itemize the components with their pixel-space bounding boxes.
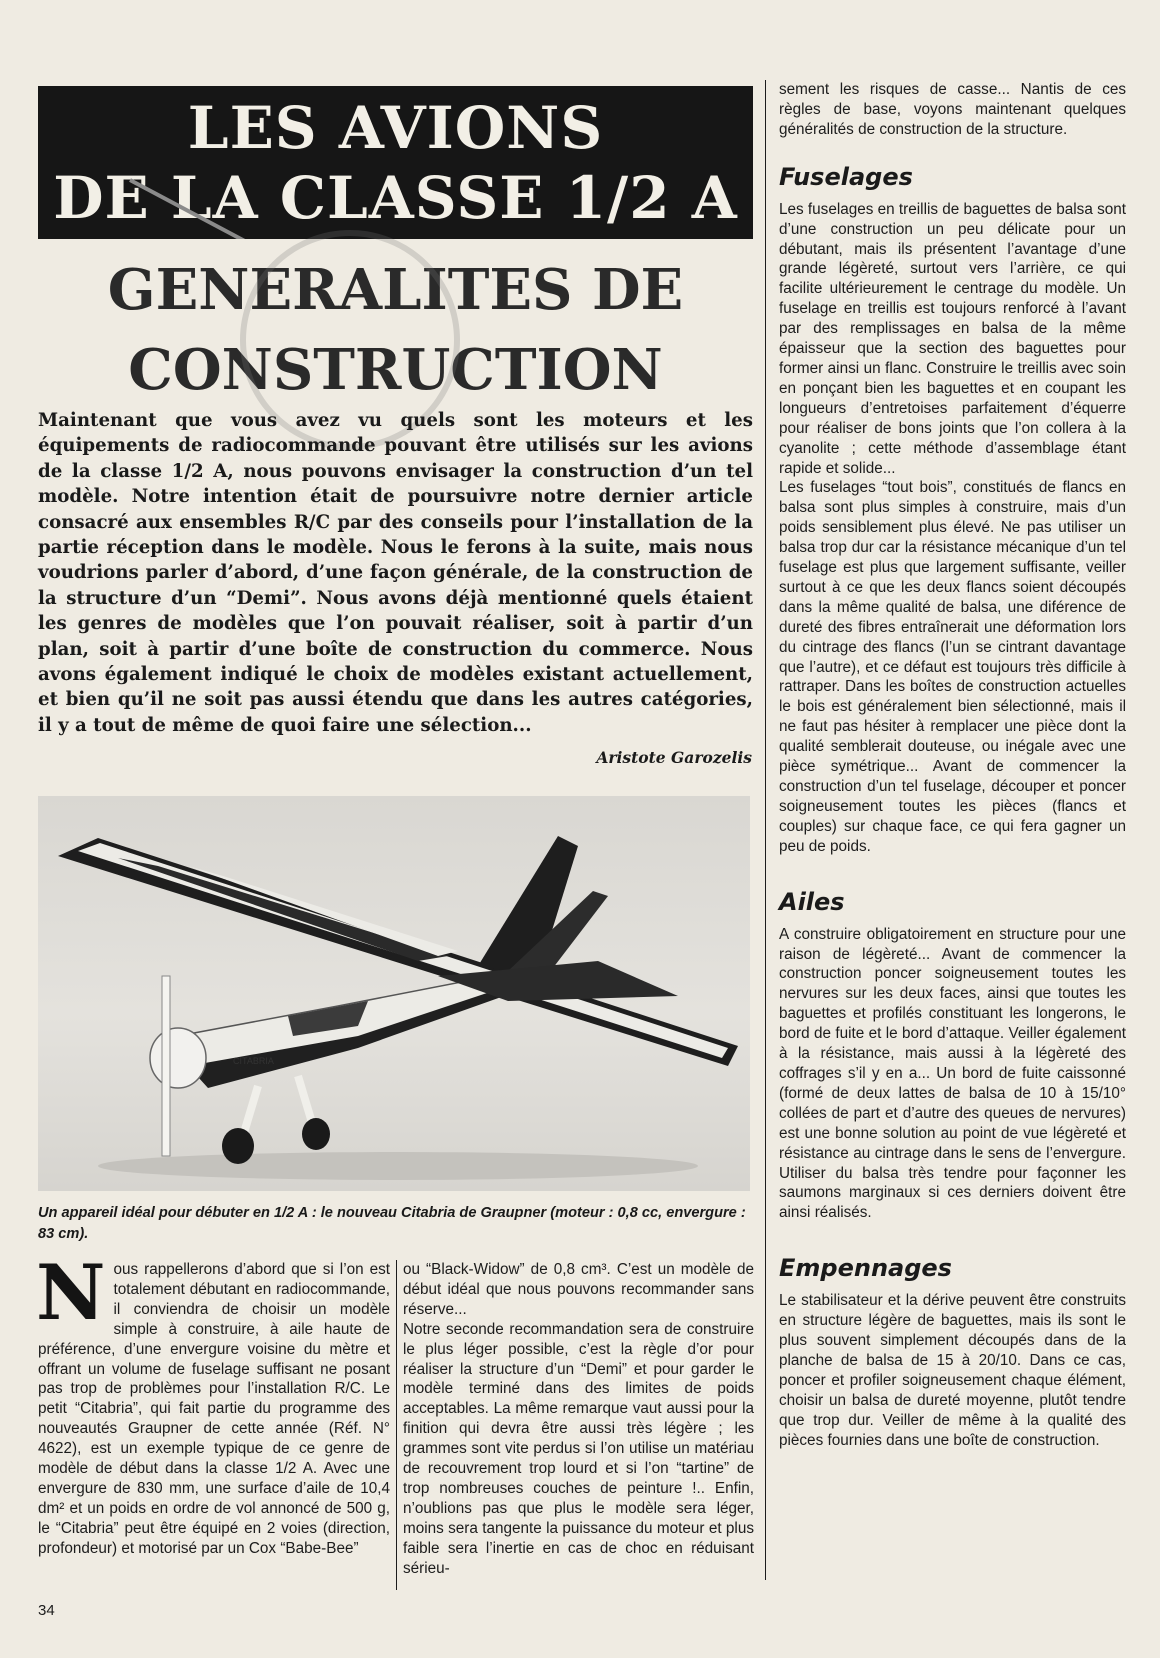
section-heading-ailes: Ailes bbox=[779, 887, 845, 916]
drop-cap: N bbox=[36, 1248, 106, 1337]
page-number: 34 bbox=[38, 1602, 55, 1619]
column-divider-main bbox=[765, 80, 766, 1580]
title-banner bbox=[38, 86, 753, 239]
fuselage-label: CITABRIA bbox=[233, 1056, 274, 1066]
title-line-2: DE LA CLASSE 1/2 A bbox=[53, 163, 738, 232]
title-line-1: LES AVIONS bbox=[187, 93, 604, 162]
subtitle-line-1: GENERALITES DE bbox=[107, 257, 684, 323]
column-divider-lower bbox=[396, 1260, 397, 1590]
lead-paragraph: Maintenant que vous avez vu quels sont les moteurs et les équipements de radiocommande pouvant être utilisés sur les avions de la classe 1/2 A, nous pouvons envisager la construction d’un tel modèle. Notre intention était de poursuivre notre dernier article consacré aux ensembles R/C par des conseils pour l’installation de la partie réception dans le modèle. Nous le ferons à la suite, mais nous voudrions parler d’abord, d’une façon générale, de la construction de la structure d’un “Demi”. Nous avons déjà mentionné quels étaient les genres de modèles que l’on pouvait réaliser, soit à partir d’un plan, soit à partir d’une boîte de construction du commerce. Nous avons également indiqué le choix de modèles existant actuellement, et bien qu’il ne soit pas aussi étendu que dans les autres catégories, il y a tout de même de quoi faire une sélection... bbox=[38, 410, 753, 736]
fuselages-paragraph-2: Les fuselages “tout bois”, constitués de flancs en balsa sont plus simples à construire, mais d’un poids sensiblement plus élevé. Ne pas utiliser un balsa trop dur car la résistance mécanique d’un tel fuselage est plus que largement suffisante, veiller surtout à ce que les deux flancs soient découpés dans la même qualité de balsa, une diférence de dureté des fibres entraînerait une déformation lors du cintrage des flancs (l’un se cintrant davantage que l’autre), et ce défaut est toujours très difficile à rattraper. Dans les boîtes de construction actuelles le bois est généralement bien sélectionné, mais il ne faut pas hésiter à remplacer une pièce dont la qualité semblerait douteuse, ou inégale avec une pièce symétrique... Avant de commencer la construction d’un tel fuselage, découper et poncer soigneusement toutes les pièces (flancs et couples) sur chaque face, ce qui fera gagner un peu de poids. bbox=[779, 479, 1126, 855]
column-2-paragraph-1: ou “Black-Widow” de 0,8 cm³. C’est un modèle de début idéal que nous pouvons recommander sans réserve... bbox=[403, 1261, 754, 1318]
column-1-text: ous rappellerons d’abord que si l’on est totalement débutant en radiocommande, il conviendra de choisir un modèle simple à construire, à aile haute de préférence, d’une envergure voisine du mètre et offrant un volume de fuselage suffisant ne posant pas trop de problèmes pour l’installation R/C. Le petit “Citabria”, qui fait partie du programme des nouveautés Graupner de cette année (Réf. N° 4622), est un exemple typique de ce genre de modèle de début dans la classe 1/2 A. Avec une envergure de 830 mm, une surface d’aile de 10,4 dm² et un poids en ordre de vol annoncé de 500 g, le “Citabria” peut être équipé en 2 voies (direction, profondeur) et motorisé par un Cox “Babe-Bee” bbox=[38, 1261, 390, 1557]
section-heading-empennages: Empennages bbox=[779, 1254, 952, 1283]
ailes-paragraph: A construire obligatoirement en structure pour une raison de légèreté... Avant de commencer la construction poncer soigneusement toutes les nervures sur les deux faces, ainsi que toutes les baguettes et profilés constituant les longerons, le bord de fuite et le bord d’attaque. Veiller également à la résistance, mais aussi à la légèreté des coffrages s’il y en a... Un bord de fuite caissonné (formé de deux lattes de balsa de 10 à 15/10° collées de part et d’autre des queues de nervures) est une bonne solution au point de vue légèreté et résistance au cintrage dans le sens de l’envergure. Utiliser du balsa très tendre pour façonner les saumons marginaux si ces derniers doivent être ainsi réalisés. bbox=[779, 925, 1126, 1222]
author-byline: Aristote Garozelis bbox=[596, 748, 752, 767]
subtitle-line-2: CONSTRUCTION bbox=[128, 337, 663, 403]
column-3-intro: sement les risques de casse... Nantis de ces règles de base, voyons maintenant quelques généralités de construction de la structure. bbox=[779, 81, 1126, 138]
section-heading-fuselages: Fuselages bbox=[779, 162, 913, 191]
column-2-paragraph-2: Notre seconde recommandation sera de construire le plus léger possible, c’est la règle d’or pour réaliser la structure d’un “Demi” et pour garder le modèle terminé dans des limites de poids acceptables. La même remarque vaut aussi pour la finition qui devra être aussi très légère ; les grammes sont vite perdus si l’on utilise un matériau de recouvrement trop lourd et si l’on “tartine” de trop nombreuses couches de peinture !.. Enfin, n’oublions pas que plus le modèle sera léger, moins sera tangente la puissance du moteur et plus faible sera l’inertie en cas de choc en réduisant sérieu- bbox=[403, 1320, 754, 1577]
fuselages-paragraph-1: Les fuselages en treillis de baguettes de balsa sont d’une construction un peu délicate pour un débutant, mais ils présentent l’avantage d’une grande légèreté, surtout vers l’arrière, ce qui facilite ultérieurement le centrage du modèle. Un fuselage en treillis est toujours renforcé à l’avant par des remplissages en balsa de la même épaisseur que la section des baguettes pour former ainsi un flanc. Construire le treillis avec soin en ponçant bien les baguettes et en coupant les longueurs d’entretoises parfaitement d’équerre pour réaliser de bons joints que l’on collera à la cyanolite ; cette méthode d’assemblage étant rapide et solide... bbox=[779, 200, 1126, 477]
body-column-3 bbox=[779, 80, 1126, 1450]
citabria-model-illustration bbox=[38, 796, 750, 1191]
aircraft-photo bbox=[38, 796, 750, 1191]
body-column-2 bbox=[403, 1260, 754, 1579]
photo-caption: Un appareil idéal pour débuter en 1/2 A : le nouveau Citabria de Graupner (moteur : 0,8 cc, envergure : 83 cm). bbox=[38, 1205, 746, 1242]
body-column-1 bbox=[36, 1248, 390, 1559]
empennages-paragraph: Le stabilisateur et la dérive peuvent être construits en structure légère de baguettes, mais ils sont le plus souvent simplement découpés dans de la planche de balsa de 15 à 20/10. Dans ce cas, poncer et profiler soigneusement chaque élément, choisir un balsa de dureté moyenne, plutôt tendre que trop dur. Veiller de même à la qualité des pièces fournies dans une boîte de construction. bbox=[779, 1292, 1126, 1449]
